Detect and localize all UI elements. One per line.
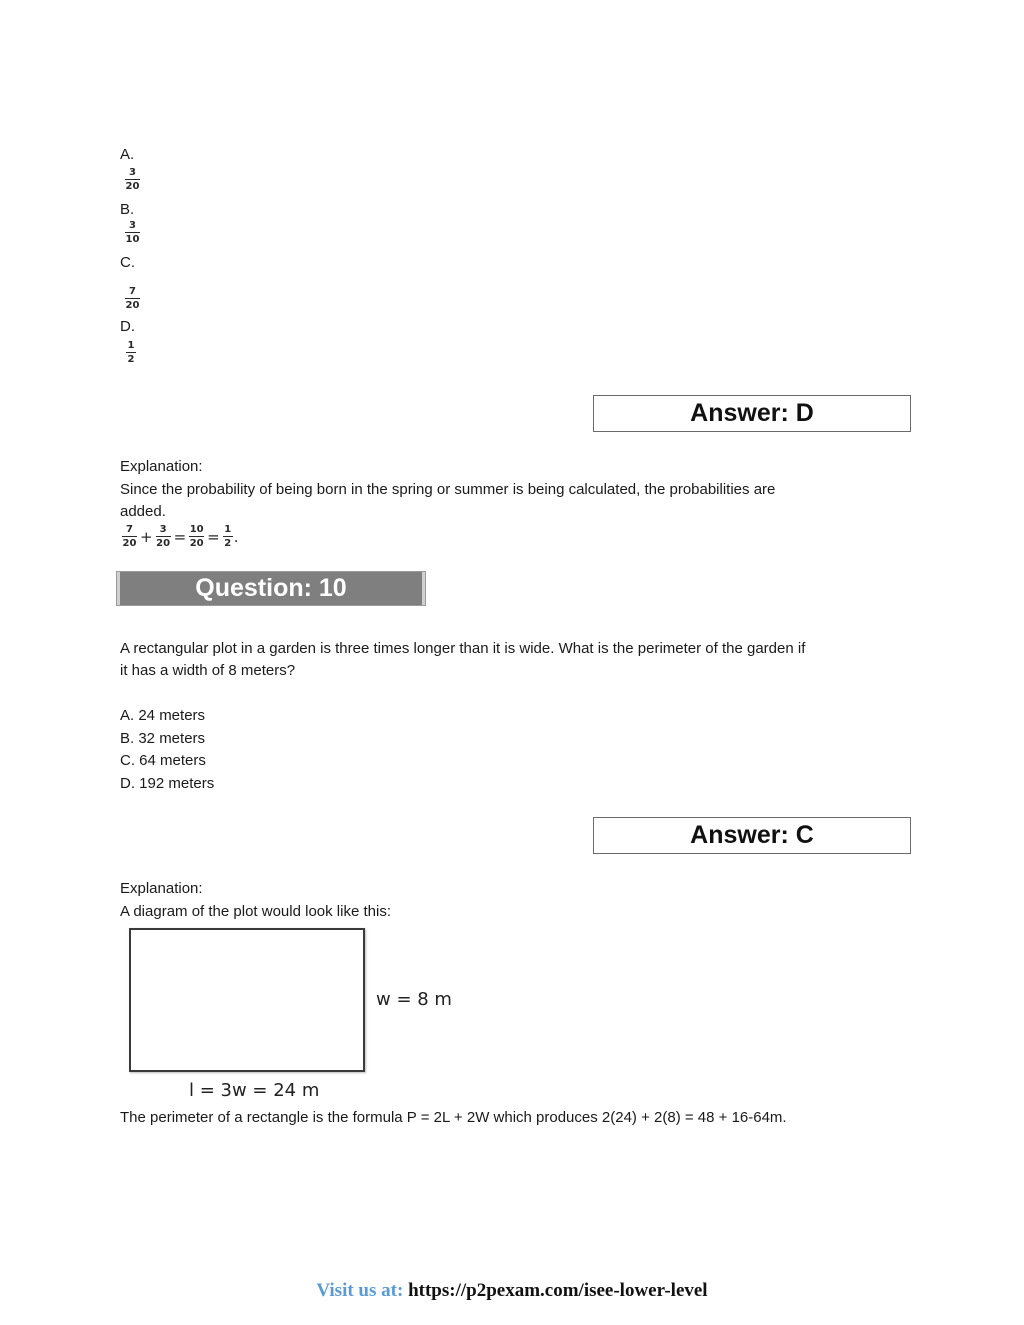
- fraction-bar: [126, 352, 136, 353]
- option-b-q10: B. 32 meters: [120, 730, 206, 747]
- plus-sign: +: [140, 527, 153, 546]
- eq-f3-den: 20: [189, 538, 204, 549]
- question-text-line-2: it has a width of 8 meters?: [120, 662, 296, 679]
- option-b-numerator: 3: [129, 220, 136, 231]
- fraction-bar: [156, 536, 171, 537]
- option-b-fraction: [125, 220, 140, 245]
- eq-f4-den: 2: [224, 538, 232, 549]
- footer: [0, 1280, 1024, 1302]
- fraction-bar: [122, 536, 137, 537]
- option-d-letter: D.: [120, 318, 135, 335]
- option-c-fraction: [125, 286, 140, 311]
- eq-f2-num: 3: [159, 524, 167, 535]
- option-c-denominator: 20: [125, 300, 140, 311]
- option-d-fraction: [126, 340, 136, 365]
- option-a-numerator: 3: [129, 167, 136, 178]
- equals-sign: =: [173, 527, 187, 546]
- equation-fraction-2: [156, 524, 171, 549]
- eq-f1-num: 7: [126, 524, 133, 535]
- option-b-letter: B.: [120, 201, 135, 218]
- footer-label: Visit us at:: [316, 1280, 404, 1301]
- explanation-line-1-q10: A diagram of the plot would look like this:: [120, 903, 391, 920]
- equation-fraction-1: [122, 524, 137, 549]
- option-b-denominator: 10: [125, 234, 140, 245]
- period: .: [233, 527, 239, 546]
- probability-equation: [122, 524, 242, 549]
- option-d-numerator: 1: [127, 340, 135, 351]
- width-label: w = 8 m: [376, 989, 452, 1010]
- fraction-bar: [189, 536, 204, 537]
- option-c-letter: C.: [120, 254, 135, 271]
- option-c-numerator: 7: [129, 286, 136, 297]
- question-banner-q10: Question: 10: [116, 571, 426, 606]
- explanation-line-2-q9: added.: [120, 503, 166, 520]
- fraction-bar: [125, 298, 140, 299]
- option-a-q10: A. 24 meters: [120, 707, 206, 724]
- perimeter-conclusion: The perimeter of a rectangle is the formula P = 2L + 2W which produces 2(24) + 2(8) = 48 + 16-64m.: [120, 1109, 787, 1126]
- option-d-denominator: 2: [127, 354, 135, 365]
- option-a-denominator: 20: [125, 181, 140, 192]
- question-text-line-1: A rectangular plot in a garden is three times longer than it is wide. What is the perimeter of the garden if: [120, 640, 806, 657]
- fraction-bar: [125, 179, 140, 180]
- eq-f4-num: 1: [224, 524, 232, 535]
- option-a-fraction: [125, 167, 140, 192]
- fraction-bar: [125, 232, 140, 233]
- explanation-label-q9: Explanation:: [120, 458, 203, 475]
- answer-box-q9: Answer: D: [593, 395, 911, 432]
- equals-sign: =: [207, 527, 220, 546]
- eq-f3-num: 10: [189, 524, 204, 535]
- explanation-label-q10: Explanation:: [120, 880, 203, 897]
- equation-fraction-3: [189, 524, 204, 549]
- garden-rectangle-diagram: [129, 928, 365, 1072]
- fraction-bar: [223, 536, 233, 537]
- eq-f2-den: 20: [156, 538, 171, 549]
- option-a-letter: A.: [120, 146, 135, 163]
- option-c-q10: C. 64 meters: [120, 752, 206, 769]
- answer-box-q10: Answer: C: [593, 817, 911, 854]
- footer-url-link[interactable]: https://p2pexam.com/isee-lower-level: [408, 1280, 708, 1301]
- length-label: l = 3w = 24 m: [189, 1080, 320, 1101]
- eq-f1-den: 20: [122, 538, 137, 549]
- explanation-line-1-q9: Since the probability of being born in the spring or summer is being calculated, the probabilities are: [120, 481, 776, 498]
- equation-fraction-4: [223, 524, 233, 549]
- option-d-q10: D. 192 meters: [120, 775, 215, 792]
